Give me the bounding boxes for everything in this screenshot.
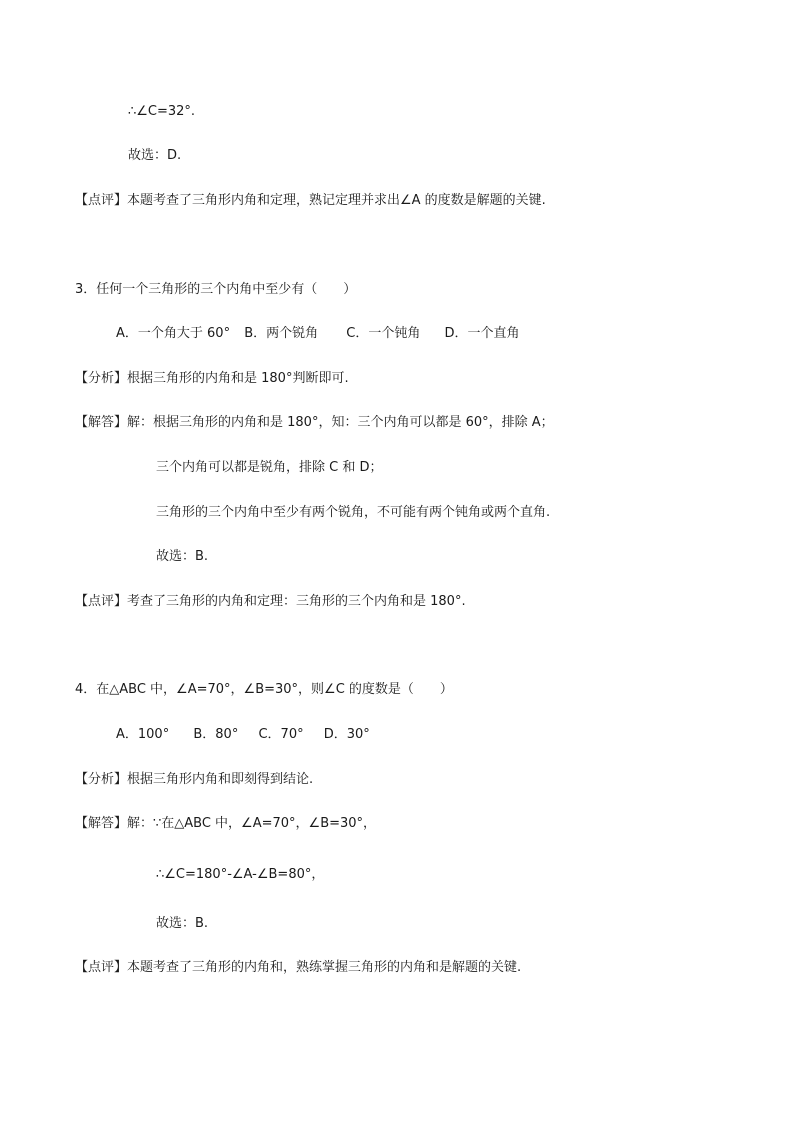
option-d: D．30° (323, 727, 370, 742)
option-b: B．两个锐角 (244, 326, 319, 341)
choice-line: 故选：B. (156, 916, 209, 931)
answer-line: 【解答】解：∵在△ABC 中，∠A=70°，∠B=30°， (75, 816, 377, 831)
answer-line: ∴∠C=180°-∠A-∠B=80°， (156, 867, 325, 882)
question-3-options (116, 325, 520, 343)
question-3-stem: 3．任何一个三角形的三个内角中至少有（ ） (75, 282, 357, 297)
analysis-line: 【分析】根据三角形的内角和是 180°判断即可. (75, 371, 349, 386)
analysis-line: 【分析】根据三角形内角和即刻得到结论. (75, 772, 314, 787)
option-a: A．一个角大于 60° (116, 326, 231, 341)
therefore-line: ∴∠C=32°. (128, 104, 196, 119)
option-a: A．100° (116, 727, 170, 742)
answer-line: 三个内角可以都是锐角，排除 C 和 D； (156, 460, 383, 475)
question-4-stem: 4．在△ABC 中，∠A=70°，∠B=30°，则∠C 的度数是（ ） (75, 682, 453, 697)
option-c: C．70° (258, 727, 304, 742)
option-c: C．一个钝角 (346, 326, 421, 341)
option-b: B．80° (193, 727, 239, 742)
choice-line: 故选：B. (156, 549, 209, 564)
comment-line: 【点评】本题考查了三角形的内角和，熟练掌握三角形的内角和是解题的关键. (75, 960, 522, 975)
comment-line: 【点评】考查了三角形的内角和定理：三角形的三个内角和是 180°. (75, 594, 466, 609)
comment-line: 【点评】本题考查了三角形内角和定理，熟记定理并求出∠A 的度数是解题的关键. (75, 193, 546, 208)
option-d: D．一个直角 (444, 326, 520, 341)
choice-line: 故选：D. (128, 148, 182, 163)
answer-line: 【解答】解：根据三角形的内角和是 180°，知：三个内角可以都是 60°，排除 A； (75, 415, 554, 430)
answer-line: 三角形的三个内角中至少有两个锐角，不可能有两个钝角或两个直角. (156, 505, 551, 520)
question-4-options (116, 726, 370, 744)
